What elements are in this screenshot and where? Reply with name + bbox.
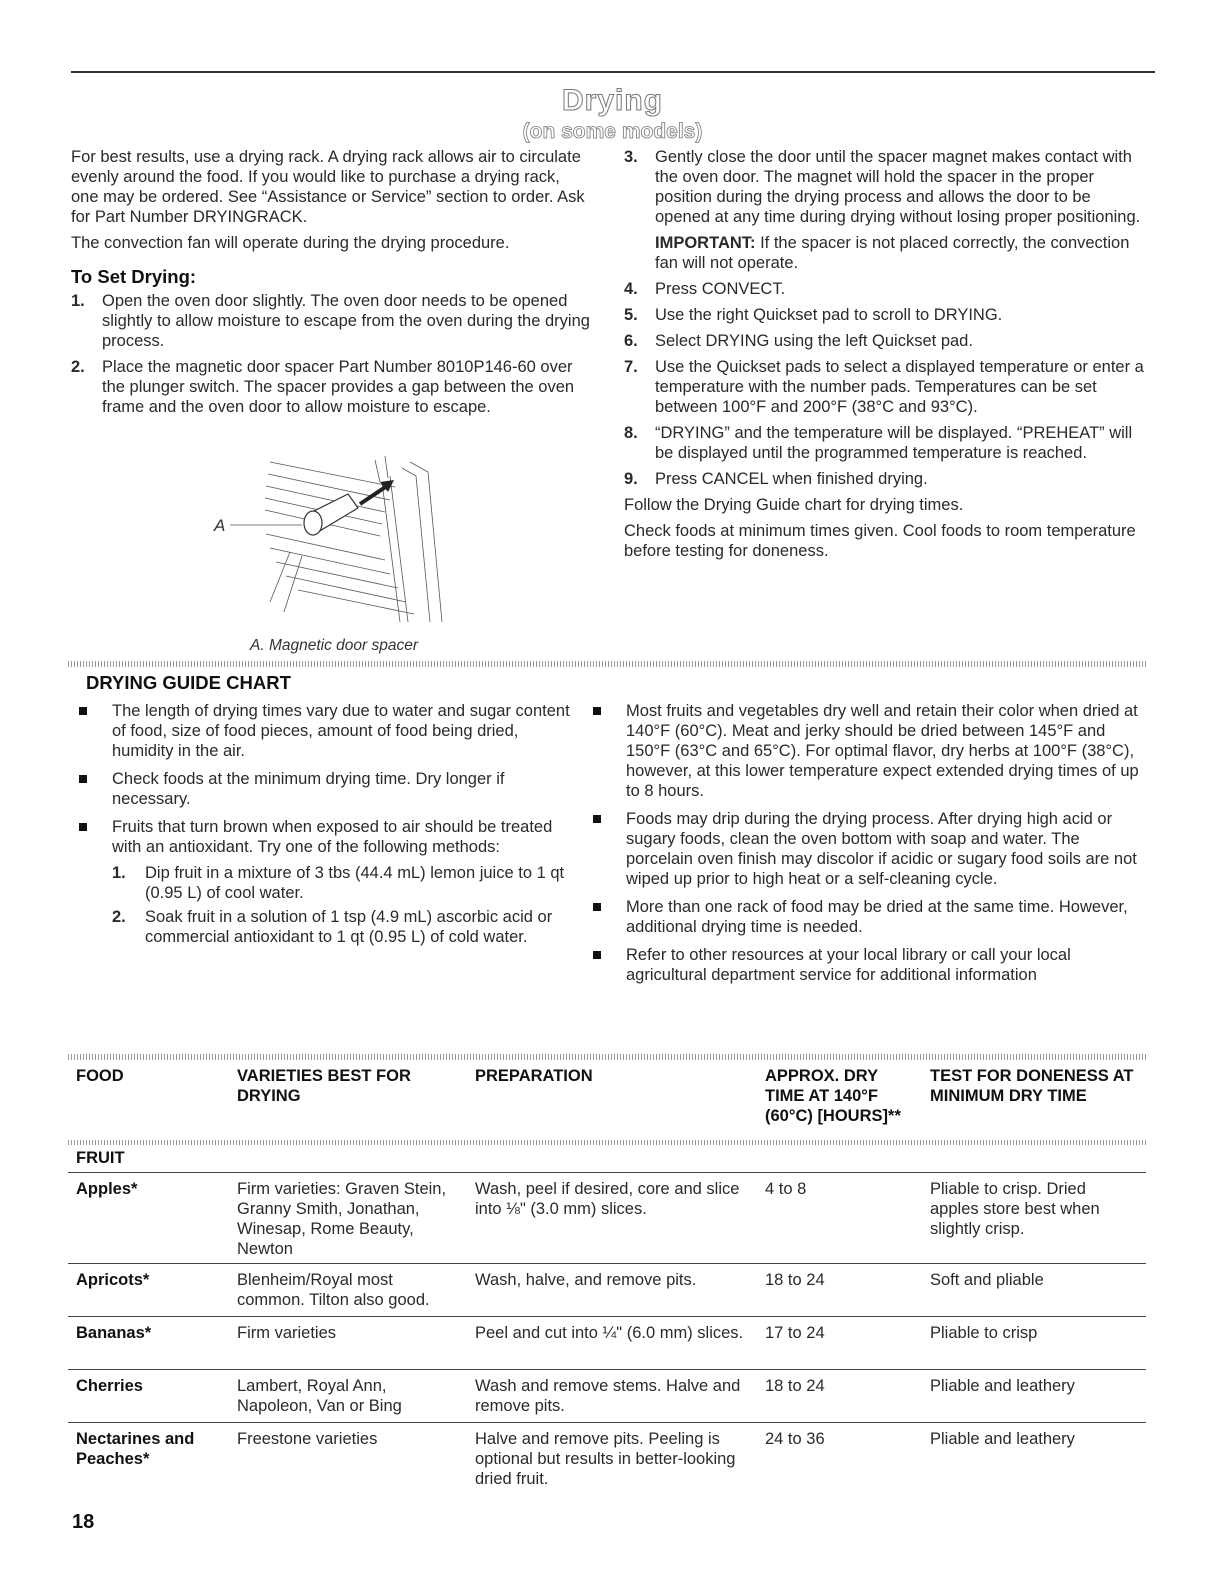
table-row bbox=[68, 1264, 1146, 1317]
step-number: 9. bbox=[624, 470, 638, 488]
step-text: Open the oven door slightly. The oven door needs to be opened slightly to allow moisture to escape from the oven during the drying process. bbox=[102, 292, 590, 350]
bullet-icon bbox=[79, 775, 87, 783]
bullet-icon bbox=[593, 903, 601, 911]
bullet-icon bbox=[79, 823, 87, 831]
bullet-item bbox=[74, 817, 584, 857]
bullet-text: More than one rack of food may be dried at the same time. However, additional drying time is needed. bbox=[626, 898, 1128, 936]
step-item bbox=[71, 291, 591, 351]
page-subtitle: (on some models) bbox=[522, 120, 703, 143]
dry-time-cell: 17 to 24 bbox=[757, 1317, 922, 1370]
method-number: 2. bbox=[112, 908, 126, 926]
step-item bbox=[624, 305, 1144, 325]
table-header-row bbox=[68, 1064, 1146, 1140]
varieties-cell: Firm varieties bbox=[229, 1317, 467, 1370]
top-rule bbox=[71, 71, 1155, 73]
intro-paragraph: For best results, use a drying rack. A drying rack allows air to circulate evenly around the food. If you would like to purchase a drying rack, one may be ordered. See “Assistance or Service” section to order. Ask for Part Number DRYINGRACK. bbox=[71, 148, 585, 226]
step-text: Press CANCEL when finished drying. bbox=[655, 470, 928, 488]
food-cell: Apricots* bbox=[68, 1264, 229, 1317]
bullet-item bbox=[588, 701, 1148, 801]
column-header: PREPARATION bbox=[475, 1067, 593, 1085]
door-spacer-illustration bbox=[210, 452, 460, 627]
step-text: Select DRYING using the left Quickset pad. bbox=[655, 332, 973, 350]
bullet-text: The length of drying times vary due to water and sugar content of food, size of food pieces, amount of food being dried, humidity in the air. bbox=[112, 702, 570, 760]
step-number: 7. bbox=[624, 358, 638, 376]
section-heading: To Set Drying: bbox=[71, 266, 197, 287]
step-number: 8. bbox=[624, 424, 638, 442]
doneness-cell: Pliable and leathery bbox=[930, 1430, 1075, 1448]
check-note: Check foods at minimum times given. Cool foods to room temperature before testing for doneness. bbox=[624, 522, 1136, 560]
bullet-item bbox=[588, 809, 1148, 889]
step-number: 4. bbox=[624, 280, 638, 298]
bullet-text: Fruits that turn brown when exposed to air should be treated with an antioxidant. Try one of the following methods: bbox=[112, 818, 553, 856]
bullet-item bbox=[74, 769, 584, 809]
doneness-cell: Pliable to crisp bbox=[922, 1317, 1146, 1370]
step-text: Gently close the door until the spacer magnet makes contact with the oven door. The magnet will hold the spacer in the proper position during the drying process and allows the door to be opened at any time during drying without losing proper positioning. bbox=[655, 148, 1141, 226]
bullet-icon bbox=[79, 707, 87, 715]
step-number: 1. bbox=[71, 292, 85, 310]
step-item bbox=[624, 147, 1144, 227]
food-cell: Nectarines and Peaches* bbox=[76, 1430, 195, 1468]
method-number: 1. bbox=[112, 864, 126, 882]
bullet-icon bbox=[593, 707, 601, 715]
bullet-item bbox=[588, 897, 1148, 937]
table-row bbox=[68, 1173, 1146, 1264]
bullet-text: Check foods at the minimum drying time. Dry longer if necessary. bbox=[112, 770, 505, 808]
section-divider bbox=[68, 661, 1146, 667]
page-title: Drying bbox=[561, 84, 663, 117]
varieties-cell: Firm varieties: Graven Stein, Granny Smith, Jonathan, Winesap, Rome Beauty, Newton bbox=[229, 1173, 467, 1264]
chart-heading: DRYING GUIDE CHART bbox=[86, 672, 291, 693]
dry-time-cell: 24 to 36 bbox=[765, 1430, 825, 1448]
drying-guide-table bbox=[68, 1064, 1146, 1493]
food-cell: Cherries bbox=[68, 1370, 229, 1423]
step-item bbox=[624, 357, 1144, 417]
chart-left-column bbox=[74, 701, 584, 951]
step-item bbox=[624, 423, 1144, 463]
dry-time-cell: 18 to 24 bbox=[757, 1370, 922, 1423]
doneness-cell: Pliable to crisp. Dried apples store best when slightly crisp. bbox=[922, 1173, 1146, 1264]
varieties-cell: Blenheim/Royal most common. Tilton also good. bbox=[229, 1264, 467, 1317]
bullet-icon bbox=[593, 815, 601, 823]
antioxidant-methods bbox=[74, 863, 584, 947]
column-header: VARIETIES BEST FOR DRYING bbox=[237, 1067, 411, 1105]
follow-note: Follow the Drying Guide chart for drying times. bbox=[624, 496, 964, 514]
important-label: IMPORTANT: bbox=[655, 234, 756, 252]
right-column bbox=[624, 147, 1144, 567]
column-header: TEST FOR DONENESS AT MINIMUM DRY TIME bbox=[930, 1067, 1134, 1105]
method-item bbox=[112, 907, 584, 947]
left-column bbox=[71, 147, 591, 423]
step-number: 6. bbox=[624, 332, 638, 350]
category-row bbox=[68, 1140, 1146, 1173]
varieties-cell: Freestone varieties bbox=[237, 1430, 378, 1448]
bullet-item bbox=[588, 945, 1148, 985]
column-header: APPROX. DRY TIME AT 140°F (60°C) [HOURS]** bbox=[765, 1067, 901, 1125]
page-number: 18 bbox=[72, 1511, 95, 1533]
chart-right-column bbox=[588, 701, 1148, 993]
table-row bbox=[68, 1370, 1146, 1423]
method-item bbox=[112, 863, 584, 903]
bullet-text: Foods may drip during the drying process. After drying high acid or sugary foods, clean the oven bottom with soap and water. The porcelain oven finish may discolor if acidic or sugary food soils are not wiped up prior to high heat or a self-cleaning cycle. bbox=[626, 810, 1137, 888]
table-row bbox=[68, 1317, 1146, 1370]
figure-caption: A. Magnetic door spacer bbox=[250, 637, 419, 654]
food-cell: Bananas* bbox=[68, 1317, 229, 1370]
figure-callout-label: A bbox=[214, 516, 226, 535]
bullet-text: Most fruits and vegetables dry well and retain their color when dried at 140°F (60°C). Meat and jerky should be dried between 145°F and 150°F (63°C and 65°C). For optimal flavor, dry herbs at 100°F (38°C), however, at this lower temperature expect extended drying times of up to 8 hours. bbox=[626, 702, 1139, 800]
fan-note: The convection fan will operate during the drying procedure. bbox=[71, 234, 510, 252]
varieties-cell: Lambert, Royal Ann, Napoleon, Van or Bing bbox=[229, 1370, 467, 1423]
preparation-cell: Peel and cut into ¼" (6.0 mm) slices. bbox=[467, 1317, 757, 1370]
bullet-text: Refer to other resources at your local library or call your local agricultural department service for additional information bbox=[626, 946, 1071, 984]
step-item bbox=[71, 357, 591, 417]
preparation-cell: Wash and remove stems. Halve and remove pits. bbox=[467, 1370, 757, 1423]
bullet-item bbox=[74, 701, 584, 761]
category-label: FRUIT bbox=[68, 1140, 1146, 1173]
step-item bbox=[624, 279, 1144, 299]
important-note bbox=[624, 233, 1144, 273]
important-text: If the spacer is not placed correctly, the convection fan will not operate. bbox=[655, 234, 1130, 272]
step-number: 5. bbox=[624, 306, 638, 324]
step-text: Use the right Quickset pad to scroll to DRYING. bbox=[655, 306, 1003, 324]
step-item bbox=[624, 469, 1144, 489]
door-spacer-figure bbox=[210, 452, 460, 627]
preparation-cell: Wash, halve, and remove pits. bbox=[467, 1264, 757, 1317]
preparation-cell: Wash, peel if desired, core and slice into ⅛" (3.0 mm) slices. bbox=[467, 1173, 757, 1264]
column-header: FOOD bbox=[76, 1067, 124, 1085]
step-item bbox=[624, 331, 1144, 351]
table-top-divider bbox=[68, 1054, 1146, 1060]
method-text: Soak fruit in a solution of 1 tsp (4.9 mL) ascorbic acid or commercial antioxidant to 1 qt (0.95 L) of cold water. bbox=[145, 908, 553, 946]
doneness-cell: Pliable and leathery bbox=[922, 1370, 1146, 1423]
method-text: Dip fruit in a mixture of 3 tbs (44.4 mL) lemon juice to 1 qt (0.95 L) of cool water. bbox=[145, 864, 565, 902]
step-text: “DRYING” and the temperature will be displayed. “PREHEAT” will be displayed until the programmed temperature is reached. bbox=[655, 424, 1133, 462]
preparation-cell: Halve and remove pits. Peeling is optional but results in better-looking dried fruit. bbox=[475, 1430, 736, 1488]
bullet-icon bbox=[593, 951, 601, 959]
step-text: Use the Quickset pads to select a displayed temperature or enter a temperature with the number pads. Temperatures can be set between 100°F and 200°F (38°C and 93°C). bbox=[655, 358, 1144, 416]
food-cell: Apples* bbox=[68, 1173, 229, 1264]
step-number: 3. bbox=[624, 148, 638, 166]
dry-time-cell: 18 to 24 bbox=[757, 1264, 922, 1317]
dry-time-cell: 4 to 8 bbox=[757, 1173, 922, 1264]
table-row bbox=[68, 1423, 1146, 1494]
step-text: Press CONVECT. bbox=[655, 280, 786, 298]
doneness-cell: Soft and pliable bbox=[922, 1264, 1146, 1317]
step-text: Place the magnetic door spacer Part Number 8010P146-60 over the plunger switch. The spacer provides a gap between the oven frame and the oven door to allow moisture to escape. bbox=[102, 358, 575, 416]
step-number: 2. bbox=[71, 358, 85, 376]
